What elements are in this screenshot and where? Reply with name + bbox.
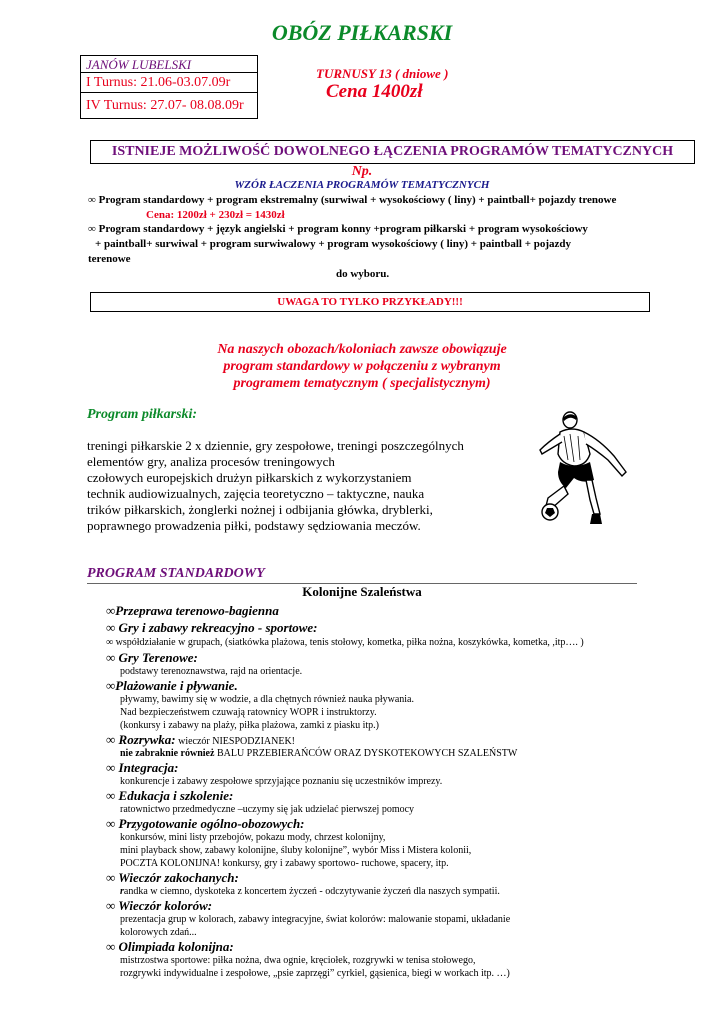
infinity-bullet-icon: ∞ — [106, 898, 116, 913]
infinity-bullet-icon: ∞ — [106, 650, 116, 665]
location-box — [80, 55, 258, 119]
infinity-bullet-icon: ∞ — [106, 816, 116, 831]
note-line-3: programem tematycznym ( specjalistycznym) — [233, 376, 491, 391]
football-line: technik audiowizualnych, zajęcia teoretyczno – taktyczne, nauka — [87, 486, 425, 501]
example-np: Np. — [351, 164, 373, 179]
program-item-desc: POCZTA KOLONIJNA! konkursy, gry i zabawy sportowo- ruchowe, spacery, itp. — [120, 858, 449, 869]
program-item: ∞ Wieczór zakochanych: — [106, 870, 239, 885]
location-name: JANÓW LUBELSKI — [81, 56, 257, 73]
example-line-2d: do wyboru. — [336, 268, 390, 280]
program-item: ∞ Integracja: — [106, 760, 179, 775]
turnusy-label: TURNUSY 13 ( dniowe ) — [316, 66, 449, 81]
infinity-bullet-icon: ∞ — [88, 194, 96, 206]
turn-1: I Turnus: 21.06-03.07.09r — [81, 73, 257, 93]
program-item: ∞ Rozrywka: wieczór NIESPODZIANEK! — [106, 732, 296, 747]
example-heading: WZÓR ŁACZENIA PROGRAMÓW TEMATYCZNYCH — [234, 179, 490, 191]
program-item-desc: Nad bezpieczeństwem czuwają ratownicy WOPR i instruktorzy. — [120, 707, 377, 718]
page-title: OBÓZ PIŁKARSKI — [271, 20, 453, 45]
program-item-desc: konkurencje i zabawy zespołowe sprzyjające poznaniu się uczestników imprezy. — [120, 776, 443, 787]
program-item-desc: kolorowych zdań... — [120, 927, 197, 938]
program-item: ∞ współdziałanie w grupach, (siatkówka plażowa, tenis stołowy, kometka, piłka nożna, koszykówka, kometka, ,itp…. ) — [106, 637, 584, 648]
program-item: ∞ Gry i zabawy rekreacyjno - sportowe: — [106, 620, 318, 635]
infinity-bullet-icon: ∞ — [88, 223, 96, 235]
football-line: trików piłkarskich, żonglerki nożnej i odbijania główka, dryblerki, — [87, 502, 433, 517]
football-line: poprawnego prowadzenia piłki, podstawy sędziowania meczów. — [87, 518, 421, 533]
infinity-bullet-icon: ∞ — [106, 939, 116, 954]
football-player-illustration — [530, 410, 630, 530]
program-item: ∞Przeprawa terenowo-bagienna — [106, 603, 279, 618]
infinity-bullet-icon: ∞ — [106, 637, 114, 648]
football-program-label: Program piłkarski: — [87, 407, 198, 422]
note-line-1: Na naszych obozach/koloniach zawsze obowiązuje — [217, 342, 507, 357]
program-item-desc: konkursów, mini listy przebojów, pokazu mody, chrzest kolonijny, — [120, 832, 386, 843]
infinity-bullet-icon: ∞ — [106, 870, 116, 885]
program-item-desc: nie zabraknie również BALU PRZEBIERAŃCÓW ORAZ DYSKOTEKOWYCH SZALEŃSTW — [120, 748, 518, 759]
infinity-bullet-icon: ∞ — [106, 678, 116, 693]
example-line-2a: ∞ Program standardowy + język angielski + program konny +program piłkarski + program wysokościowy — [88, 223, 588, 235]
program-item-desc: rozgrywki indywidualne i zespołowe, „psie zaprzęgi” cyrkiel, gąsienica, biegi w workach itp. …) — [120, 968, 510, 979]
combination-notice: ISTNIEJE MOŻLIWOŚĆ DOWOLNEGO ŁĄCZENIA PROGRAMÓW TEMATYCZNYCH — [90, 140, 695, 164]
program-item-desc: ratownictwo przedmedyczne –uczymy się jak udzielać pierwszej pomocy — [120, 804, 415, 815]
program-item-desc: prezentacja grup w kolorach, zabawy integracyjne, świat kolorów: malowanie stopami, układanie — [120, 914, 511, 925]
example-price-line: Cena: 1200zł + 230zł = 1430zł — [146, 209, 285, 221]
football-line: czołowych europejskich drużyn piłkarskich z wykorzystaniem — [87, 470, 412, 485]
example-line-1: ∞ Program standardowy + program ekstremalny (surwiwal + wysokościowy ( liny) + paintball+ pojazdy trenowe — [88, 194, 617, 206]
program-item: ∞ Przygotowanie ogólno-obozowych: — [106, 816, 305, 831]
program-item: ∞ Olimpiada kolonijna: — [106, 939, 234, 954]
infinity-bullet-icon: ∞ — [106, 603, 116, 618]
program-item: ∞ Wieczór kolorów: — [106, 898, 213, 913]
football-line: elementów gry, analiza procesów treningowych — [87, 454, 335, 469]
program-item: ∞Plażowanie i pływanie. — [106, 678, 238, 693]
standard-program-subtitle: Kolonijne Szaleństwa — [302, 584, 422, 599]
program-item-desc: (konkursy i zabawy na plaży, piłka plażowa, zamki z piasku itp.) — [120, 720, 379, 731]
standard-program-heading: PROGRAM STANDARDOWY — [87, 566, 265, 581]
infinity-bullet-icon: ∞ — [106, 620, 116, 635]
program-item: ∞ Edukacja i szkolenie: — [106, 788, 234, 803]
example-line-2b: + paintball+ surwiwal + program surwiwalowy + program wysokościowy ( liny) + paintball + pojazdy — [95, 238, 572, 250]
turn-4: IV Turnus: 27.07- 08.08.09r — [86, 98, 244, 113]
infinity-bullet-icon: ∞ — [106, 760, 116, 775]
example-line-2c: terenowe — [88, 253, 131, 265]
program-item-desc: pływamy, bawimy się w wodzie, a dla chętnych również nauka pływania. — [120, 694, 414, 705]
infinity-bullet-icon: ∞ — [106, 732, 116, 747]
program-item: ∞ Gry Terenowe: — [106, 650, 198, 665]
program-item-desc: podstawy terenoznawstwa, rajd na orientacje. — [120, 666, 303, 677]
infinity-bullet-icon: ∞ — [106, 788, 116, 803]
football-line: treningi piłkarskie 2 x dziennie, gry zespołowe, treningi poszczególnych — [87, 438, 464, 453]
program-item-desc: randka w ciemno, dyskoteka z koncertem życzeń - odczytywanie życzeń dla naszych sympatii. — [120, 886, 500, 897]
program-item-desc: mistrzostwa sportowe: piłka nożna, dwa ognie, kręciołek, rozgrywki w tenisa stołowego, — [120, 955, 476, 966]
note-line-2: program standardowy w połączeniu z wybranym — [223, 359, 501, 374]
price: Cena 1400zł — [326, 81, 423, 102]
program-item-desc: mini playback show, zabawy kolonijne, śluby kolonijne”, wybór Miss i Mistera kolonii, — [120, 845, 472, 856]
warning-box: UWAGA TO TYLKO PRZYKŁADY!!! — [90, 292, 650, 312]
